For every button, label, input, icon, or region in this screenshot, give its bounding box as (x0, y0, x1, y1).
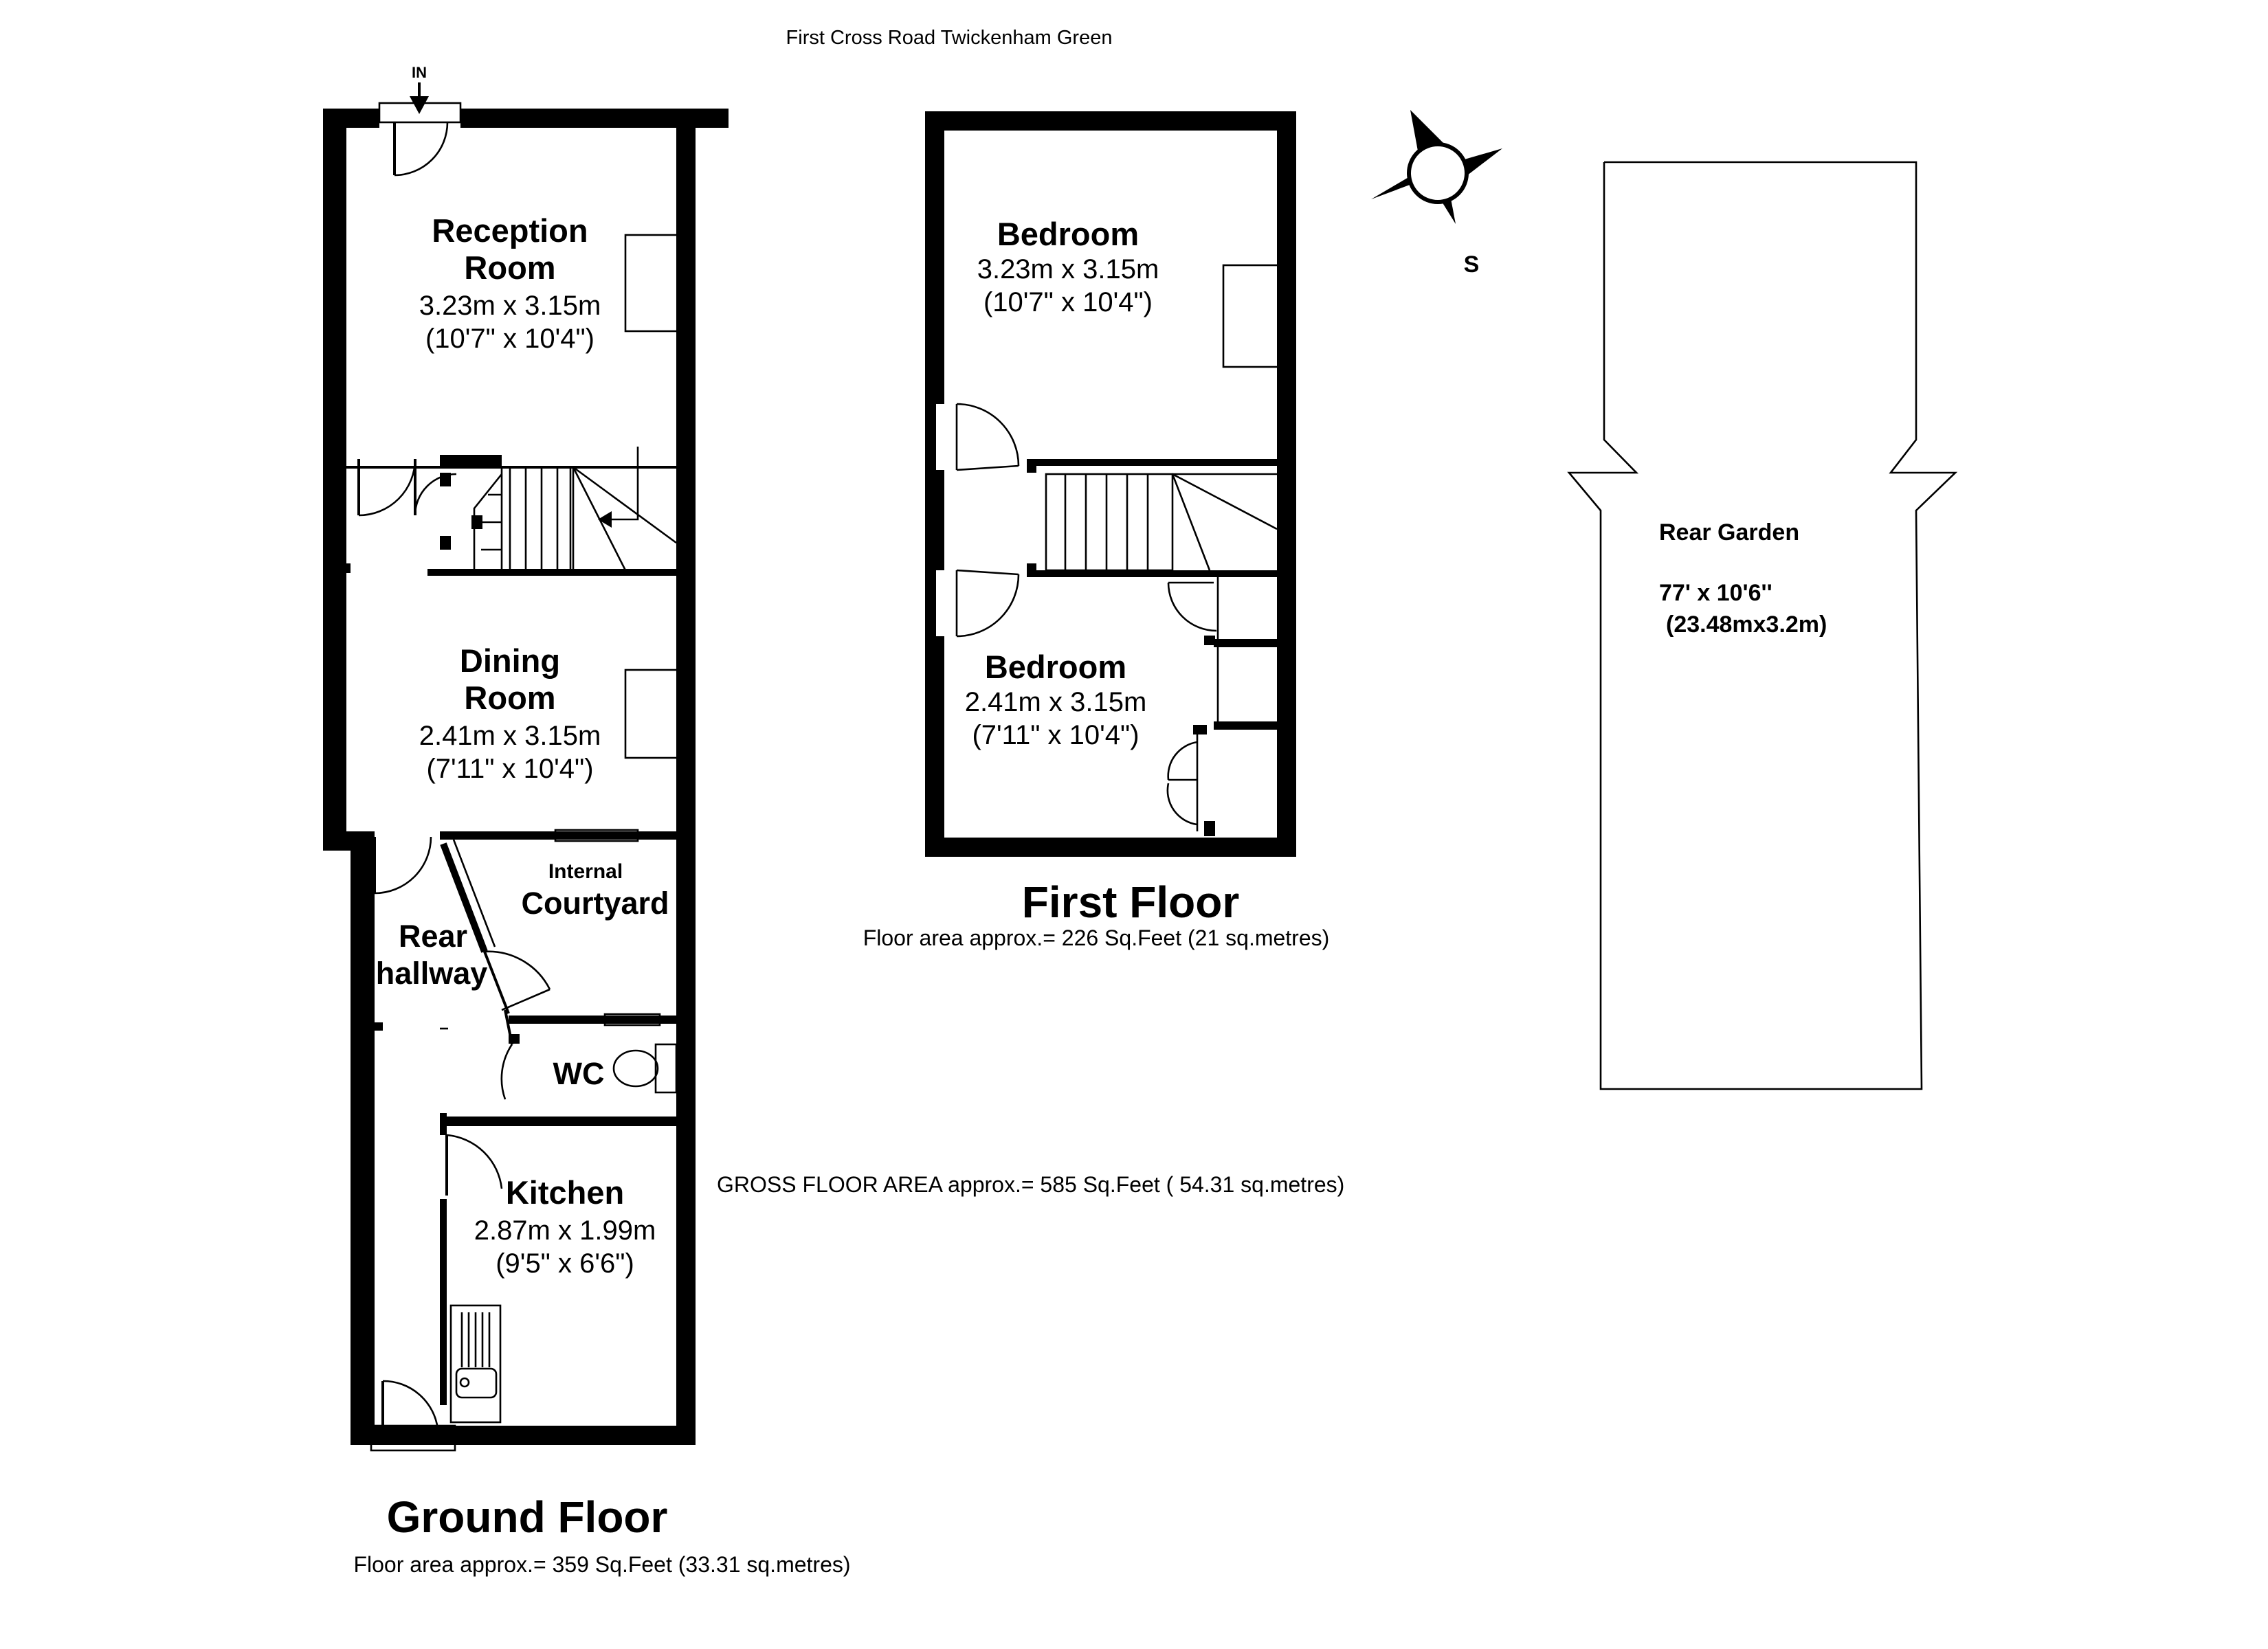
compass-icon (1371, 110, 1502, 278)
ff-left-wall (925, 111, 944, 857)
dining-room-name-line1: Dining (459, 642, 561, 679)
rear-bedroom-metric: 2.41m x 3.15m (964, 687, 1147, 717)
courtyard-name-line1: Internal (548, 860, 623, 883)
kitchen-sink-icon (456, 1369, 496, 1398)
gross-floor-area: GROSS FLOOR AREA approx.= 585 Sq.Feet ( 54.31 sq.metres) (717, 1172, 1345, 1197)
courtyard-name-line2: Courtyard (521, 886, 669, 921)
rear-bedroom-name: Bedroom (984, 649, 1127, 685)
rear-garden-metric: (23.48mx3.2m) (1666, 612, 1827, 638)
gf-chimney-breast-dining (625, 670, 678, 758)
rear-hallway-name-line1: Rear (398, 919, 468, 954)
kitchen-metric: 2.87m x 1.99m (474, 1215, 656, 1246)
wc-toilet-icon (614, 1051, 658, 1086)
ff-chimney-breast-front (1223, 265, 1278, 367)
rear-hallway-name-line2: hallway (375, 956, 488, 991)
dining-room-metric: 2.41m x 3.15m (419, 721, 601, 751)
stair-arrow-icon (598, 511, 612, 528)
first-floor-heading: First Floor (1021, 877, 1240, 927)
rear-bedroom-imperial: (7'11" x 10'4") (972, 720, 1139, 750)
first-floor-area: Floor area approx.= 226 Sq.Feet (21 sq.metres) (863, 926, 1330, 950)
gf-chimney-breast-reception (625, 235, 678, 331)
rear-garden-name: Rear Garden (1659, 519, 1800, 546)
ground-floor-plan (323, 64, 851, 1577)
ground-floor-heading: Ground Floor (386, 1492, 668, 1542)
gf-rear-wall (351, 1426, 696, 1445)
wc-name: WC (553, 1056, 605, 1091)
rear-garden-plan (1569, 162, 1955, 1089)
ff-right-wall (1277, 111, 1296, 857)
entrance-label: IN (412, 64, 427, 81)
gf-right-wall (676, 109, 696, 1445)
gf-left-wall-lower (351, 831, 375, 1445)
front-bedroom-metric: 3.23m x 3.15m (977, 254, 1159, 284)
gf-left-wall-upper (323, 109, 346, 851)
reception-room-metric: 3.23m x 3.15m (419, 291, 601, 321)
kitchen-imperial: (9'5" x 6'6") (496, 1248, 634, 1279)
front-bedroom-name: Bedroom (997, 216, 1139, 252)
reception-room-imperial: (10'7" x 10'4") (425, 324, 595, 354)
first-floor-plan (863, 111, 1330, 950)
plan-title: First Cross Road Twickenham Green (786, 27, 1113, 49)
reception-room-name-line2: Room (464, 249, 556, 286)
compass-south-label: S (1463, 251, 1480, 278)
front-bedroom-imperial: (10'7" x 10'4") (983, 287, 1153, 317)
dining-room-name-line2: Room (464, 680, 556, 716)
dining-room-imperial: (7'11" x 10'4") (426, 754, 594, 784)
ground-floor-area: Floor area approx.= 359 Sq.Feet (33.31 sq.metres) (353, 1552, 851, 1577)
reception-room-name-line1: Reception (432, 212, 588, 249)
rear-garden-imperial: 77' x 10'6'' (1659, 580, 1772, 606)
kitchen-name: Kitchen (505, 1174, 625, 1211)
